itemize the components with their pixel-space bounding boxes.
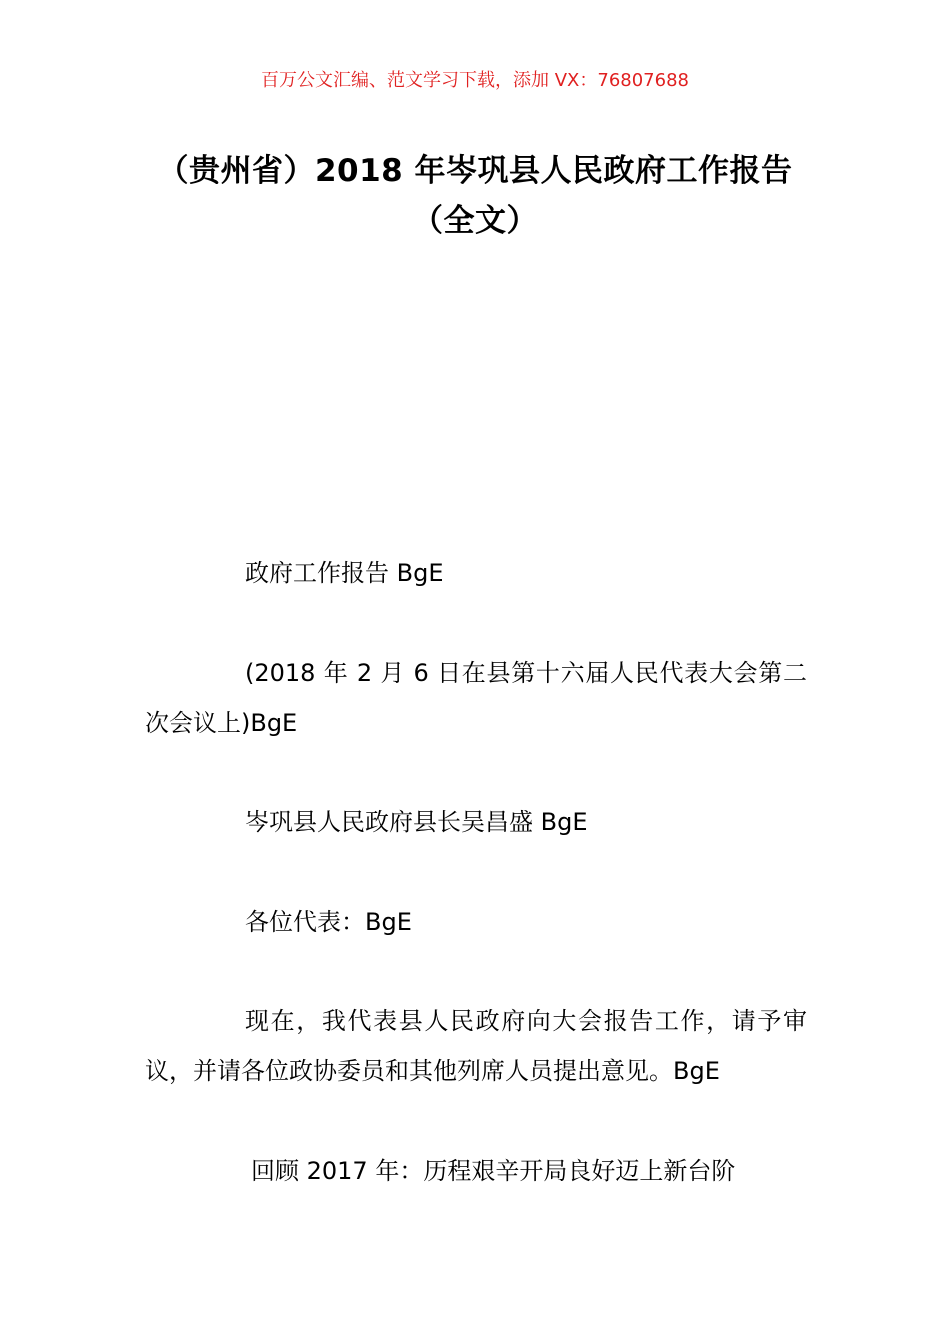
document-title: （贵州省）2018 年岑巩县人民政府工作报告（全文） <box>157 153 793 239</box>
section-heading-review-2017: 回顾 2017 年：历程艰辛开局良好迈上新台阶 <box>251 1157 736 1185</box>
paragraph-report-label: 政府工作报告 BgE <box>245 559 444 587</box>
paragraph-salutation: 各位代表：BgE <box>245 908 412 936</box>
paragraph-meeting-date: (2018 年 2 月 6 日在县第十六届人民代表大会第二次会议上)BgE <box>145 659 807 737</box>
header-watermark-note: 百万公文汇编、范文学习下载，添加 VX：76807688 <box>261 70 689 91</box>
paragraph-opening: 现在，我代表县人民政府向大会报告工作，请予审议，并请各位政协委员和其他列席人员提出意见。BgE <box>145 1007 807 1085</box>
paragraph-speaker: 岑巩县人民政府县长吴昌盛 BgE <box>245 808 588 836</box>
